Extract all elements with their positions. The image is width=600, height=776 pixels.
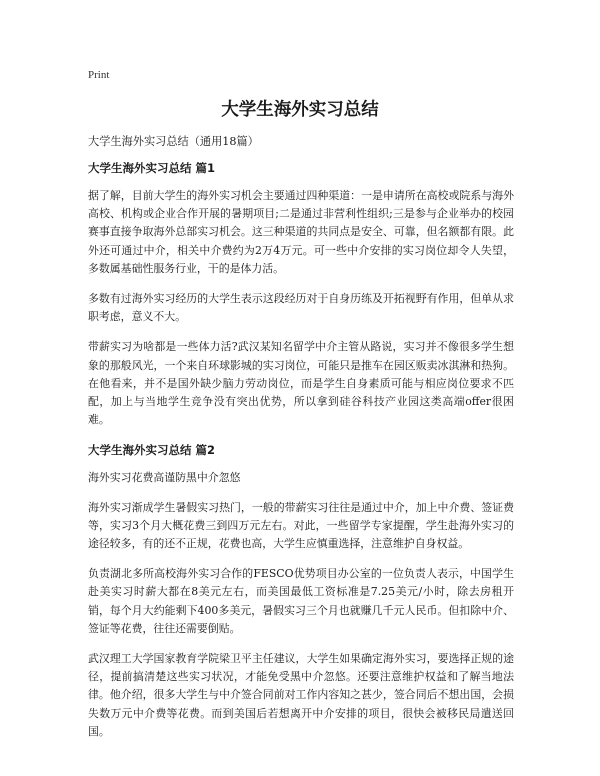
paragraph: 多数有过海外实习经历的大学生表示这段经历对于自身历练及开拓视野有作用，但单从求职考虑，意义不大。	[88, 292, 514, 324]
paragraph: 海外实习花费高谨防黑中介忽悠	[88, 471, 241, 485]
paragraph: 据了解，目前大学生的海外实习机会主要通过四种渠道：一是申请所在高校或院系与海外高校、机构或企业合作开展的暑期项目;二是通过非营利性组织;三是参与企业举办的校园赛事直接争取海外总部实习机会。这三种渠道的共同点是安全、可靠，但名额都有限。此外还可通过中介，相关中介费约为2万4万元。可一些中介安排的实习岗位却令人失望，多数属基础性服务行业，干的是体力活。	[88, 189, 514, 275]
section-heading: 大学生海外实习总结 篇2	[88, 443, 216, 458]
paragraph: 带薪实习为啥都是一些体力活?武汉某知名留学中介主管从路说，实习并不像很多学生想象的那般风光，一个来自环球影城的实习岗位，可能只是推车在园区贩卖冰淇淋和热狗。在他看来，并不是国外缺少脑力劳动岗位，而是学生自身素质可能与相应岗位要求不匹配，加上与当地学生竞争没有突出优势，所以拿到硅谷科技产业园这类高端offer很困难。	[88, 340, 514, 427]
document-subtitle: 大学生海外实习总结（通用18篇）	[88, 135, 259, 148]
paragraph: 海外实习渐成学生暑假实习热门，一般的带薪实习往往是通过中介，加上中介费、签证费等，实习3个月大概花费三到四万元左右。对此，一些留学专家提醒，学生赴海外实习的途径较多，有的还不正规，花费也高，大学生应慎重选择，注意维护自身权益。	[88, 500, 514, 551]
paragraph: 负责湖北多所高校海外实习合作的FESCO优势项目办公室的一位负责人表示，中国学生赴美实习时薪大都在8美元左右，而美国最低工资标准是7.25美元/小时，除去房租开销，每个月大约能剩下400多美元，暑假实习三个月也就赚几千元人民币。但扣除中介、签证等花费，往往还需要倒贴。	[88, 567, 514, 635]
paragraph: 武汉理工大学国家教育学院梁卫平主任建议，大学生如果确定海外实习，要选择正规的途径，提前搞清楚这些实习状况，才能免受黑中介忽悠。还要注意维护权益和了解当地法律。他介绍，很多大学生与中介签合同前对工作内容知之甚少，签合同后不想出国，会损失数万元中介费等花费。而到美国后若想离开中介安排的项目，很快会被移民局遣送回国。	[88, 652, 514, 738]
section-heading: 大学生海外实习总结 篇1	[88, 161, 216, 175]
print-link[interactable]: Print	[88, 69, 110, 81]
page-title: 大学生海外实习总结	[221, 100, 379, 120]
document-body	[88, 159, 514, 753]
